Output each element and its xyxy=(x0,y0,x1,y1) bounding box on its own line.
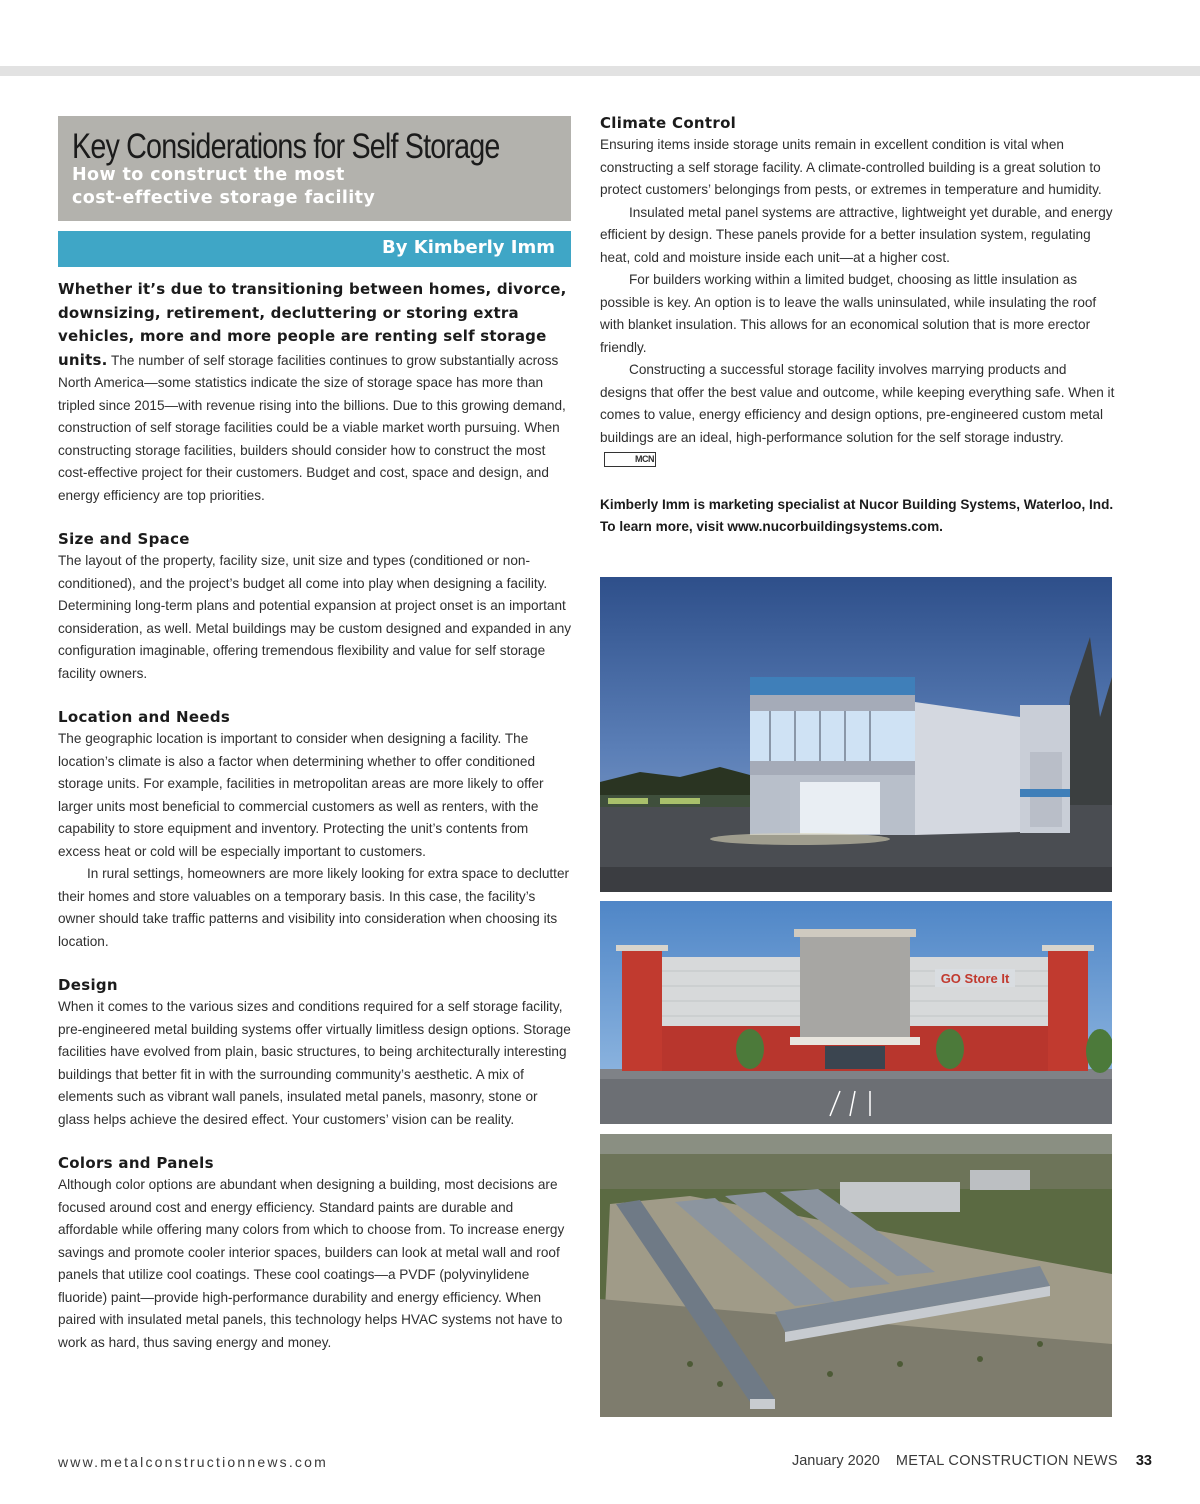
photo-red-facility xyxy=(600,901,1112,1124)
lead-rest: The number of self storage facilities continues to grow substantially across North America—some statistics indicate the size of storage space has more than tripled since 2015—with revenue rising into the billions. Due to this growing demand, construction of self storage facilities could be a viable market worth pursuing. When constructing storage facilities, builders should consider how to construct the most cost-effective project for their customers. Budget and cost, space and design, and energy efficiency are top priorities. xyxy=(58,352,566,503)
footer-url[interactable]: www.metalconstructionnews.com xyxy=(58,1454,328,1470)
location-paragraph-1: The geographic location is important to consider when designing a facility. The location’s climate is also a factor when determining whether to offer conditioned storage units. For example, facilities in metropolitan areas are more likely to offer larger units most beneficial to commercial customers as well as renters, with the capability to store equipment and inventory. Protecting the unit’s contents from excess heat or cold will be especially important to customers. xyxy=(58,731,544,859)
right-column xyxy=(600,112,1115,539)
location-paragraph-2: In rural settings, homeowners are more likely looking for extra space to declutter their homes and store valuables on a temporary basis. In this case, the facility’s owner should take traffic patterns and visibility into consideration when choosing its location. xyxy=(58,866,570,949)
article-subtitle xyxy=(72,164,557,210)
footer-right xyxy=(792,1453,1152,1469)
byline: By Kimberly Imm xyxy=(58,231,571,267)
climate-paragraph-1: Ensuring items inside storage units remain in excellent condition is vital when constructing a self storage facility. A climate-controlled building is a great solution to protect customers’ belongings from pests, or extremes in temperature and humidity. xyxy=(600,137,1102,197)
climate-paragraph-3: For builders working within a limited budget, choosing as little insulation as possible is key. An option is to leave the walls uninsulated, while insulating the roof with blanket insulation. This allows for an economical solution that is more erector friendly. xyxy=(600,272,1097,355)
subtitle-line-2: cost-effective storage facility xyxy=(72,188,376,208)
left-column xyxy=(58,278,573,1354)
colors-paragraph: Although color options are abundant when designing a building, most decisions are focused around cost and energy efficiency. Standard paints are durable and affordable while offering many colors from which to choose from. To increase energy savings and promote cooler interior spaces, builders can look at metal wall and roof panels that utilize cool coatings. These cool coatings—a PVDF (polyvinylidene fluoride) paint—provide high-performance durability and energy efficiency. When paired with insulated metal panels, this technology helps HVAC systems not have to work as hard, thus saving energy and money. xyxy=(58,1177,565,1350)
photo-aerial-facility xyxy=(600,1134,1112,1417)
climate-paragraph-2: Insulated metal panel systems are attractive, lightweight yet durable, and energy efficient by design. These panels provide for a better insulation system, regulating heat, cold and moisture inside each unit—at a higher cost. xyxy=(600,204,1113,265)
page-number: 33 xyxy=(1135,1453,1152,1469)
design-paragraph: When it comes to the various sizes and conditions required for a self storage facility, pre-engineered metal building systems offer virtually limitless design options. Storage facilities have evolved from plain, basic structures, to being architecturally interesting buildings that better fit in with the surrounding community’s aesthetic. A mix of elements such as vibrant wall panels, insulated metal panels, masonry, stone or glass helps achieve the desired effect. Your customers’ vision can be reality. xyxy=(58,999,571,1127)
section-heading-climate-control: Climate Control xyxy=(600,114,737,132)
end-mark-icon: MCN xyxy=(604,452,656,467)
climate-paragraph-4 xyxy=(600,359,1115,472)
section-heading-colors-and-panels: Colors and Panels xyxy=(58,1154,214,1172)
section-heading-location-and-needs: Location and Needs xyxy=(58,708,231,726)
photo-dusk-facility xyxy=(600,577,1112,892)
footer-date: January 2020 xyxy=(791,1453,880,1469)
section-heading-design: Design xyxy=(58,976,118,994)
photo-dusk-facility-graphic xyxy=(600,577,1112,892)
size-and-space-paragraph: The layout of the property, facility size, unit size and types (conditioned or non-conditioned), and the project’s budget all come into play when designing a facility. Determining long-term plans and potential expansion at project onset is an important consideration, as well. Metal buildings may be custom designed and expanded in any configuration imaginable, offering tremendous flexibility and value for self storage facility owners. xyxy=(58,553,572,681)
title-box xyxy=(58,116,571,221)
footer-publication: METAL CONSTRUCTION NEWS xyxy=(895,1453,1118,1469)
lead-paragraph xyxy=(58,278,573,507)
photo-aerial-facility-graphic xyxy=(600,1134,1112,1417)
climate-paragraph-4-text: Constructing a successful storage facility involves marrying products and designs that offer the best value and outcome, while keeping everything safe. When it comes to value, energy efficiency and design options, pre-engineered custom metal buildings are an ideal, high-performance solution for the self storage industry. xyxy=(600,362,1115,445)
subtitle-line-1: How to construct the most xyxy=(72,165,345,185)
lead-bold: Whether it’s due to transitioning between homes, divorce, downsizing, retirement, decluttering or storing extra vehicles, more and more people are renting self storage units. xyxy=(58,280,567,369)
photo-red-facility-graphic xyxy=(600,901,1112,1124)
store-sign-text: GO Store It xyxy=(940,971,1010,986)
author-bio: Kimberly Imm is marketing specialist at Nucor Building Systems, Waterloo, Ind. To learn more, visit www.nucorbuildingsystems.com. xyxy=(600,496,1114,534)
top-rule xyxy=(0,66,1200,76)
section-heading-size-and-space: Size and Space xyxy=(58,530,190,548)
article-title: Key Considerations for Self Storage xyxy=(72,127,500,166)
